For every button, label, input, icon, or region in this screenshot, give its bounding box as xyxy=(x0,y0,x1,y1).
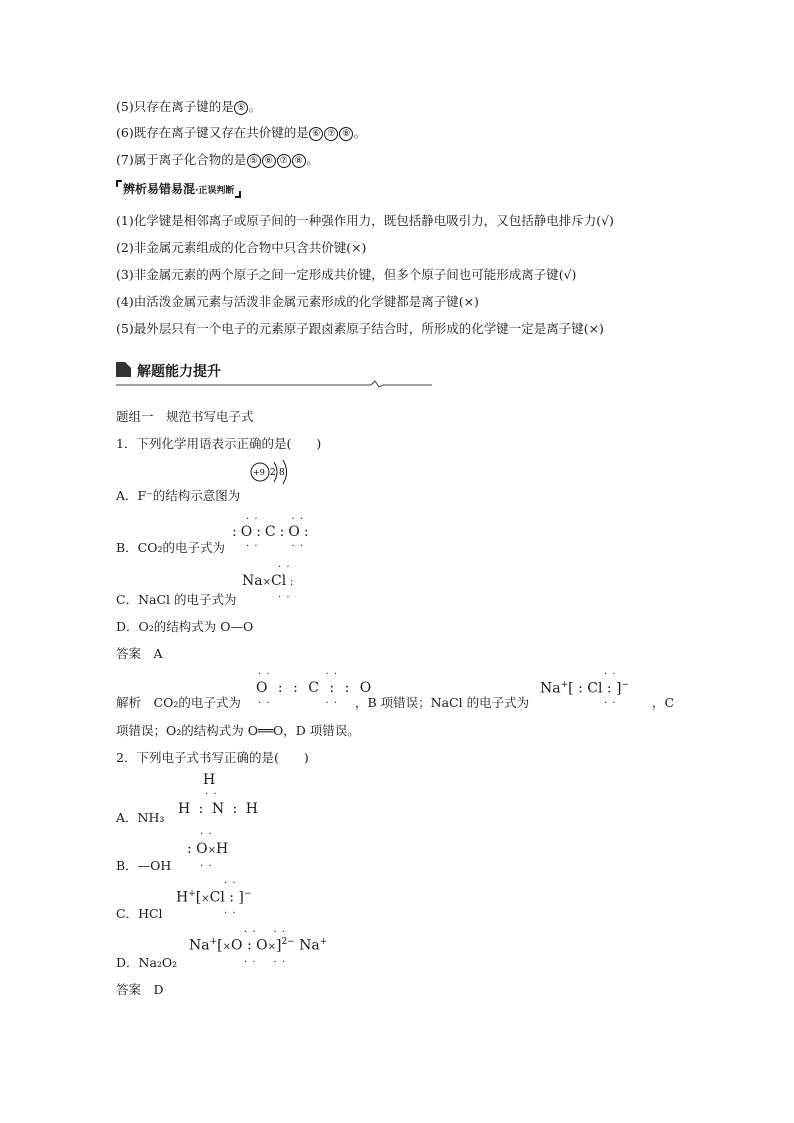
q2-answer xyxy=(116,980,164,998)
cl-symbol: Cl xyxy=(271,573,287,589)
q2-option-c: C．HCl xyxy=(116,906,163,921)
answer-label: 答案 xyxy=(116,982,142,997)
q1-stem: 1．下列化学用语表示正确的是( ) xyxy=(116,436,322,451)
q1-analysis-line1 xyxy=(116,693,241,711)
hcl-electron-formula: H+[×Cl : ]− xyxy=(176,889,252,906)
section-title xyxy=(137,361,221,381)
q1-analysis-line2: 项错误；O₂的结构式为 O══O，D 项错误。 xyxy=(116,723,360,738)
analysis-text-2: ，B 项错误；NaCl 的电子式为 xyxy=(355,695,530,710)
electron-dots: · · xyxy=(224,908,237,919)
judgement-4: (4)由活泼金属元素与活泼非金属元素形成的化学键都是离子键(×) xyxy=(116,294,479,309)
section-badge xyxy=(116,180,241,198)
bracket-left-icon xyxy=(116,180,122,187)
co2-electron-formula xyxy=(232,524,313,540)
section-rule-icon xyxy=(116,380,432,388)
badge-subtitle: ·正误判断 xyxy=(195,186,235,196)
period: 。 xyxy=(248,99,262,114)
answer-line-5 xyxy=(116,97,261,115)
q1-answer xyxy=(116,644,163,662)
judgement-5: (5)最外层只有一个电子的元素原子跟卤素原子结合时，所形成的化学键一定是离子键(×) xyxy=(116,321,604,336)
electron-dots: · · xyxy=(205,789,218,800)
electron-dots: · · · · xyxy=(246,514,305,525)
circled-number: ⑦ xyxy=(324,127,338,141)
nucleus-label: +9 xyxy=(253,468,265,477)
electron-dots: · · xyxy=(604,669,617,680)
answer-value xyxy=(234,99,249,114)
electron-dots: · · · · xyxy=(258,698,339,709)
co2-wrong-formula: O : : C : : O xyxy=(256,680,375,696)
group-title: 题组一 规范书写电子式 xyxy=(116,409,254,424)
electron-dots: · · · · xyxy=(258,669,339,680)
answer-line-7 xyxy=(116,150,319,168)
circled-number: ⑤ xyxy=(247,154,261,168)
circled-number: ⑤ xyxy=(234,101,248,115)
formula-text: :O:C:O: xyxy=(232,524,313,540)
electron-dots: · · · · xyxy=(244,957,287,968)
electron-dots: · · xyxy=(200,829,213,840)
judgement-2: (2)非金属元素组成的化合物中只含共价键(×) xyxy=(116,240,367,255)
nh3-electron-formula: H xyxy=(203,772,216,788)
analysis-label: 解析 xyxy=(116,695,142,710)
period: 。 xyxy=(353,125,367,140)
q2-stem: 2．下列电子式书写正确的是( ) xyxy=(116,750,309,765)
circled-number: ⑧ xyxy=(292,154,306,168)
answer-value: D xyxy=(153,982,164,997)
answer-line-6 xyxy=(116,123,366,141)
circled-number: ⑥ xyxy=(262,154,276,168)
atom-structure-diagram xyxy=(248,460,294,500)
period: 。 xyxy=(306,152,319,167)
answer-value xyxy=(246,152,306,167)
q2-option-d: D．Na₂O₂ xyxy=(116,955,178,970)
electron-dots: · · xyxy=(278,592,291,603)
answer-line-text: (7)属于离子化合物的是 xyxy=(116,152,247,167)
na2o2-electron-formula: Na+[×O : O×]$^{2-}$ Na+ xyxy=(189,937,328,954)
nacl-correct-formula: Na+[ : Cl : ]− xyxy=(540,680,630,697)
q1-option-a: A．F⁻的结构示意图为 xyxy=(116,488,241,503)
electron-dots: · · xyxy=(200,861,213,872)
shell-2-count: 8 xyxy=(279,468,285,478)
electron-dots: · · xyxy=(224,878,237,889)
analysis-text: CO₂的电子式为 xyxy=(153,695,241,710)
q2-option-b: B．—OH xyxy=(116,858,172,873)
electron-dots: · · · · xyxy=(246,541,305,552)
circled-number: ⑦ xyxy=(277,154,291,168)
electron-dots: · · · · xyxy=(244,927,287,938)
circled-number: ⑥ xyxy=(309,127,323,141)
answer-value xyxy=(309,125,354,140)
answer-value: A xyxy=(153,646,163,661)
q2-option-a: A．NH₃ xyxy=(116,810,165,825)
badge-title: 辨析易错易混 xyxy=(123,182,196,196)
answer-label: 答案 xyxy=(116,646,142,661)
q1-option-d: D．O₂的结构式为 O—O xyxy=(116,619,254,634)
nacl-electron-formula: Na×Cl : xyxy=(242,573,294,589)
section-title-text: 解题能力提升 xyxy=(137,364,221,380)
oh-electron-formula: : O×H xyxy=(187,841,229,857)
electron-dots: · · xyxy=(604,698,617,709)
electron-dots: · · xyxy=(278,562,291,573)
answer-line-text: (5)只存在离子键的是 xyxy=(116,99,234,114)
na-symbol: Na xyxy=(242,573,263,589)
analysis-text-3: ，C xyxy=(652,695,675,710)
judgement-1: (1)化学键是相邻离子或原子间的一种强作用力，既包括静电吸引力，又包括静电排斥力(√) xyxy=(116,213,614,228)
answer-line-text: (6)既存在离子键又存在共价键的是 xyxy=(116,125,309,140)
bracket-right-icon xyxy=(235,191,241,198)
shell-1-count: 2 xyxy=(270,468,276,478)
section-square-icon xyxy=(116,362,131,377)
nh3-electron-formula-row: H : N : H xyxy=(178,801,260,817)
q1-option-b: B．CO₂的电子式为 xyxy=(116,540,226,555)
judgement-3: (3)非金属元素的两个原子之间一定形成共价键，但多个原子间也可能形成离子键(√) xyxy=(116,267,577,282)
q1-option-c: C．NaCl 的电子式为 xyxy=(116,592,237,607)
circled-number: ⑧ xyxy=(339,127,353,141)
